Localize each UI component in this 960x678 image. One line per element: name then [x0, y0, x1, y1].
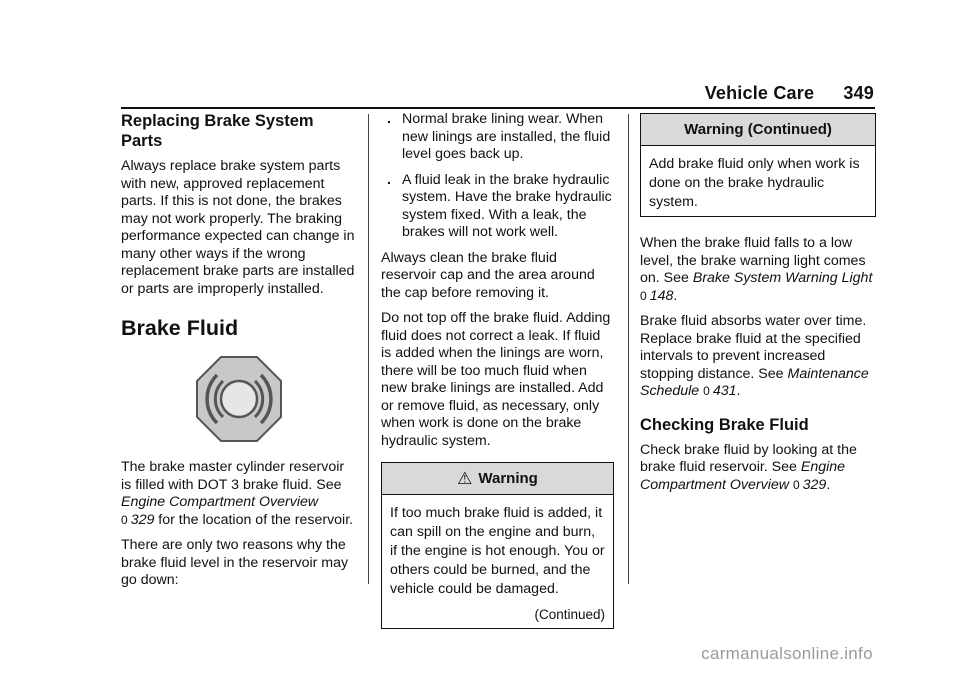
- warning-light-text: When the brake fluid falls to a low level, the brake warning light comes on. See Brake System Warning Light 0 148.: [640, 235, 873, 304]
- column-divider-1: [368, 114, 369, 584]
- column-divider-2: [628, 114, 629, 584]
- maintenance-schedule-link[interactable]: Maintenance Schedule: [640, 365, 869, 399]
- warning-continued-header: Warning (Continued): [641, 114, 875, 146]
- xref-icon: 0: [640, 288, 647, 303]
- continued-label: (Continued): [534, 607, 605, 622]
- clean-cap-text: Always clean the brake fluid reservoir cap and the area around the cap before removing it.: [381, 249, 595, 301]
- warning-body: If too much brake fluid is added, it can spill on the engine and burn, if the engine is hot enough. You or others could be burned, and the vehicle could be damaged. (Continued): [390, 505, 605, 622]
- brake-warning-light-link[interactable]: Brake System Warning Light: [692, 270, 873, 286]
- two-reasons-text: There are only two reasons why the brake fluid level in the reservoir may go down:: [121, 537, 349, 588]
- engine-compartment-link[interactable]: Engine Compartment Overview: [121, 494, 319, 510]
- list-item: . A fluid leak in the brake hydraulic system. Have the brake hydraulic system fixed. With a leak, the brakes will not work well.: [387, 171, 612, 240]
- warning-continued-body: Add brake fluid only when work is done on the brake hydraulic system.: [649, 156, 860, 210]
- xref-icon: 0: [792, 477, 800, 492]
- replacing-parts-heading: Replacing Brake System Parts: [121, 112, 314, 150]
- page-ref-329[interactable]: 329: [130, 511, 155, 528]
- replacing-parts-text: Always replace brake system parts with new, approved replacement parts. If this is not done, the brakes may not work properly. The braking performance expected can change in many other ways if the wrong replacement brake parts are installed or parts are improperly installed.: [121, 158, 355, 297]
- warning-triangle-icon: ⚠: [457, 469, 473, 488]
- header-rule: [121, 107, 875, 109]
- brake-fluid-icon: [195, 355, 283, 443]
- bullet-icon: .: [387, 111, 391, 127]
- check-fluid-text: Check brake fluid by looking at the brake fluid reservoir. See Engine Compartment Overview 0 329.: [640, 441, 857, 493]
- xref-icon: 0: [703, 384, 710, 398]
- page-number: 349: [843, 83, 874, 103]
- section-title: Vehicle Care: [704, 83, 815, 103]
- list-item: . Normal brake lining wear. When new linings are installed, the fluid level goes back up.: [387, 111, 611, 162]
- bullet-icon: .: [387, 171, 391, 188]
- checking-fluid-heading: Checking Brake Fluid: [640, 415, 809, 434]
- page-header: [705, 83, 874, 104]
- engine-compartment-link-2[interactable]: Engine Compartment Overview: [640, 459, 846, 493]
- absorbs-water-text: Brake fluid absorbs water over time. Replace brake fluid at the specified intervals to prevent increased stopping distance. See Maintenance Schedule 0 431.: [640, 313, 869, 399]
- page-ref-148[interactable]: 148: [649, 287, 674, 304]
- page-ref-329-b[interactable]: 329: [802, 476, 827, 493]
- top-off-text: Do not top off the brake fluid. Adding fluid does not correct a leak. If fluid is added when the linings are worn, there will be too much fluid when new brake linings are installed. Add or remove fluid, as necessary, only when work is done on the brake hydraulic system.: [381, 310, 611, 449]
- column-3: [640, 111, 876, 502]
- brake-fluid-heading: Brake Fluid: [121, 316, 239, 340]
- xref-icon: 0: [121, 512, 128, 527]
- column-1: [121, 111, 357, 598]
- warning-box: [381, 462, 614, 629]
- column-2: [381, 111, 614, 629]
- page-ref-431[interactable]: 431: [712, 383, 737, 399]
- warning-continued-box: [640, 113, 876, 217]
- warning-header: ⚠ Warning: [382, 463, 613, 495]
- reasons-list: [381, 111, 614, 242]
- watermark: carmanualsonline.info: [701, 644, 873, 663]
- brake-fluid-symbol: [121, 355, 357, 455]
- reservoir-text: The brake master cylinder reservoir is filled with DOT 3 brake fluid. See Engine Compartment Overview 0 329 for the location of the reservoir.: [121, 459, 354, 528]
